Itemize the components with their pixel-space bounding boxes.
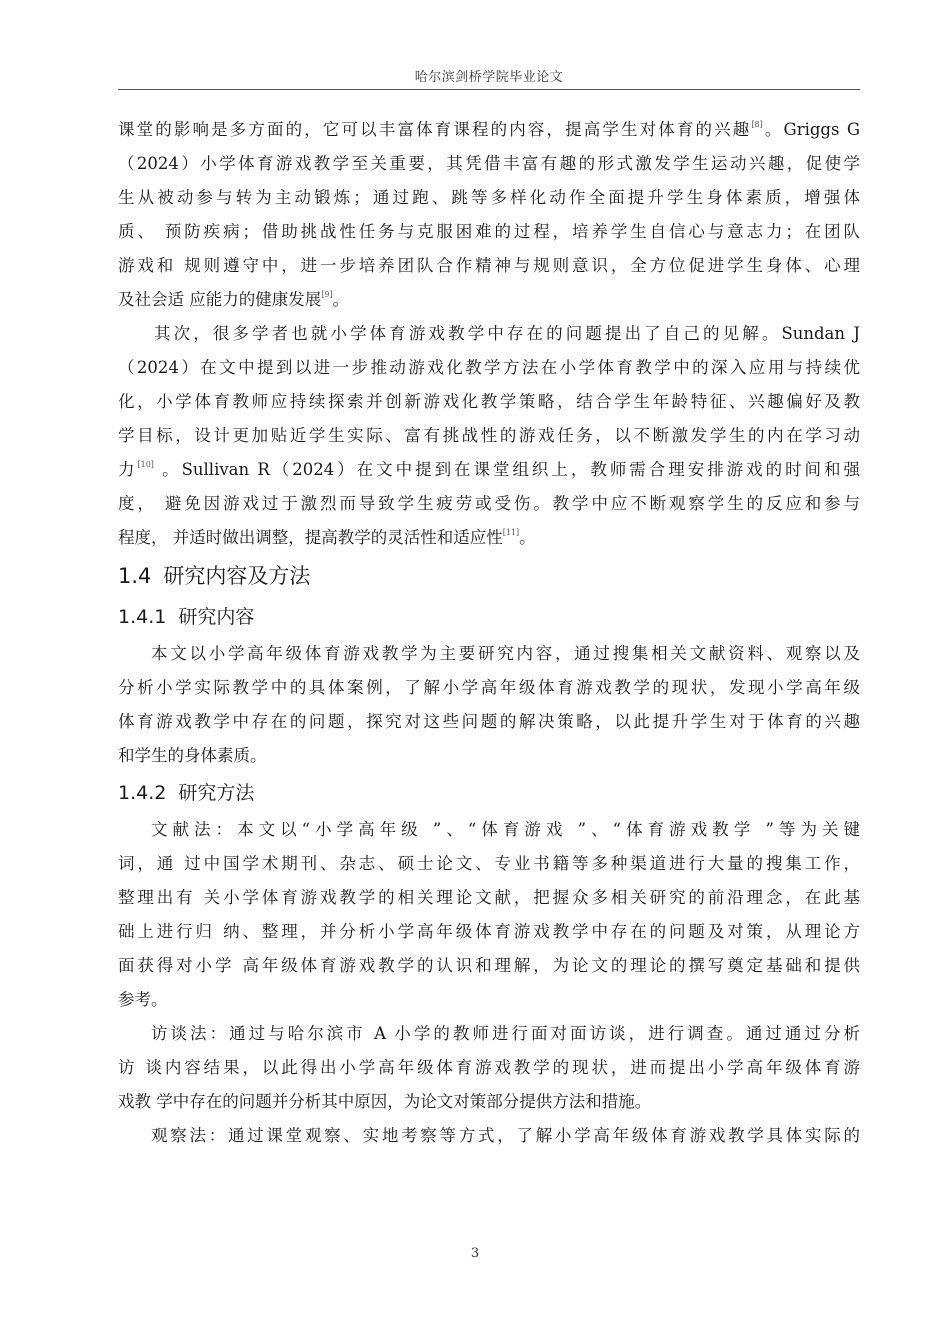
subsection-title: 研究方法 bbox=[178, 782, 255, 804]
section-heading bbox=[118, 555, 860, 597]
text-run: 课堂的影响是多方面的，它可以丰富体育课程的内容，提高学生对体育的兴趣 bbox=[118, 120, 752, 139]
subsection-number: 1.4.1 bbox=[118, 606, 167, 628]
text-line bbox=[118, 113, 860, 147]
text-line: （2024）小学体育游戏教学至关重要，其凭借丰富有趣的形式激发学生运动兴趣，促使学 bbox=[118, 154, 860, 173]
text-line: 学目标，设计更加贴近学生实际、富有挑战性的游戏任务，以不断激发学生的内在学习动 bbox=[118, 426, 860, 445]
text-line: 文献法：本文以“小学高年级 ”、“体育游戏 ”、“体育游戏教学 ”等为关键 bbox=[151, 820, 860, 839]
text-run: 。 bbox=[332, 290, 350, 309]
text-line: 访 谈内容结果，以此得出小学高年级体育游戏教学的现状，进而提出小学高年级体育游 bbox=[118, 1058, 860, 1077]
text-line: （2024）在文中提到以进一步推动游戏化教学方法在小学体育教学中的深入应用与持续优 bbox=[118, 358, 860, 377]
text-line: 词，通 过中国学术期刊、杂志、硕士论文、专业书籍等多种渠道进行大量的搜集工作， bbox=[118, 854, 860, 873]
running-header: 哈尔滨剑桥学院毕业论文 bbox=[414, 70, 564, 85]
subsection-title: 研究内容 bbox=[178, 606, 255, 628]
section-number: 1.4 bbox=[118, 564, 152, 588]
text-line: 生从被动参与转为主动锻炼；通过跑、跳等多样化动作全面提升学生身体素质，增强体 bbox=[118, 188, 860, 207]
paragraph-interview-method bbox=[118, 1017, 860, 1119]
paragraph-interest bbox=[118, 113, 860, 317]
paragraph-content bbox=[118, 637, 860, 773]
text-run: 程度， 并适时做出调整，提高教学的灵活性和适应性 bbox=[118, 528, 503, 547]
citation-ref[interactable]: [9] bbox=[321, 290, 333, 299]
text-line: 体育游戏教学中存在的问题，探究对这些问题的解决策略，以此提升学生对于体育的兴趣 bbox=[118, 712, 860, 731]
citation-ref[interactable]: [8] bbox=[751, 120, 763, 129]
text-line: 访谈法：通过与哈尔滨市 A 小学的教师进行面对面访谈，进行调查。通过通过分析 bbox=[151, 1024, 860, 1043]
subsection-number: 1.4.2 bbox=[118, 782, 167, 804]
text-line: 游戏和 规则遵守中，进一步培养团队合作精神与规则意识，全方位促进学生身体、心理 bbox=[118, 256, 860, 275]
text-line: 面获得对小学 高年级体育游戏教学的认识和理解，为论文的理论的撰写奠定基础和提供 bbox=[118, 956, 860, 975]
text-line: 础上进行归 纳、整理，并分析小学高年级体育游戏教学中存在的问题及对策，从理论方 bbox=[118, 922, 860, 941]
text-line: 整理出有 关小学体育游戏教学的相关理论文献，把握众多相关研究的前沿理念，在此基 bbox=[118, 888, 860, 907]
text-line: 其次，很多学者也就小学体育游戏教学中存在的问题提出了自己的见解。Sundan J bbox=[154, 324, 860, 343]
text-line bbox=[118, 283, 860, 317]
text-line: 参考。 bbox=[118, 990, 168, 1009]
header-rule bbox=[118, 89, 860, 90]
text-line: 观察法：通过课堂观察、实地考察等方式，了解小学高年级体育游戏教学具体实际的 bbox=[151, 1126, 860, 1145]
text-line bbox=[118, 453, 860, 487]
citation-ref[interactable]: [11] bbox=[502, 528, 520, 537]
text-line: 戏教 学中存在的问题并分析其中原因，为论文对策部分提供方法和措施。 bbox=[118, 1092, 652, 1111]
text-run: 。Griggs G bbox=[762, 120, 861, 139]
text-line: 度， 避免因游戏过于激烈而导致学生疲劳或受伤。教学中应不断观察学生的反应和参与 bbox=[118, 494, 860, 513]
text-run: 。 bbox=[519, 528, 536, 547]
subsection-heading bbox=[118, 773, 860, 813]
paragraph-literature-method bbox=[118, 813, 860, 1017]
text-run: 力 bbox=[118, 460, 138, 479]
text-line: 本文以小学高年级体育游戏教学为主要研究内容，通过搜集相关文献资料、观察以及 bbox=[151, 644, 860, 663]
section-title: 研究内容及方法 bbox=[163, 564, 311, 588]
subsection-heading bbox=[118, 597, 860, 637]
text-line: 化，小学体育教师应持续探索并创新游戏化教学策略，结合学生年龄特征、兴趣偏好及教 bbox=[118, 392, 860, 411]
text-run: 。Sullivan R（2024）在文中提到在课堂组织上，教师需合理安排游戏的时间和强 bbox=[153, 460, 861, 479]
text-line bbox=[118, 521, 860, 555]
page-body bbox=[118, 113, 860, 1153]
text-line: 分析小学实际教学中的具体案例，了解小学高年级体育游戏教学的现状，发现小学高年级 bbox=[118, 678, 860, 697]
text-run: 及社会适 应能力的健康发展 bbox=[118, 290, 322, 309]
paragraph-observation-method bbox=[118, 1119, 860, 1153]
text-line: 质、 预防疾病；借助挑战性任务与克服困难的过程，培养学生自信心与意志力；在团队 bbox=[118, 222, 860, 241]
page-number: 3 bbox=[470, 1246, 480, 1261]
text-line: 和学生的身体素质。 bbox=[118, 746, 267, 765]
citation-ref[interactable]: [10] bbox=[137, 460, 154, 469]
paragraph-problems bbox=[118, 317, 860, 555]
